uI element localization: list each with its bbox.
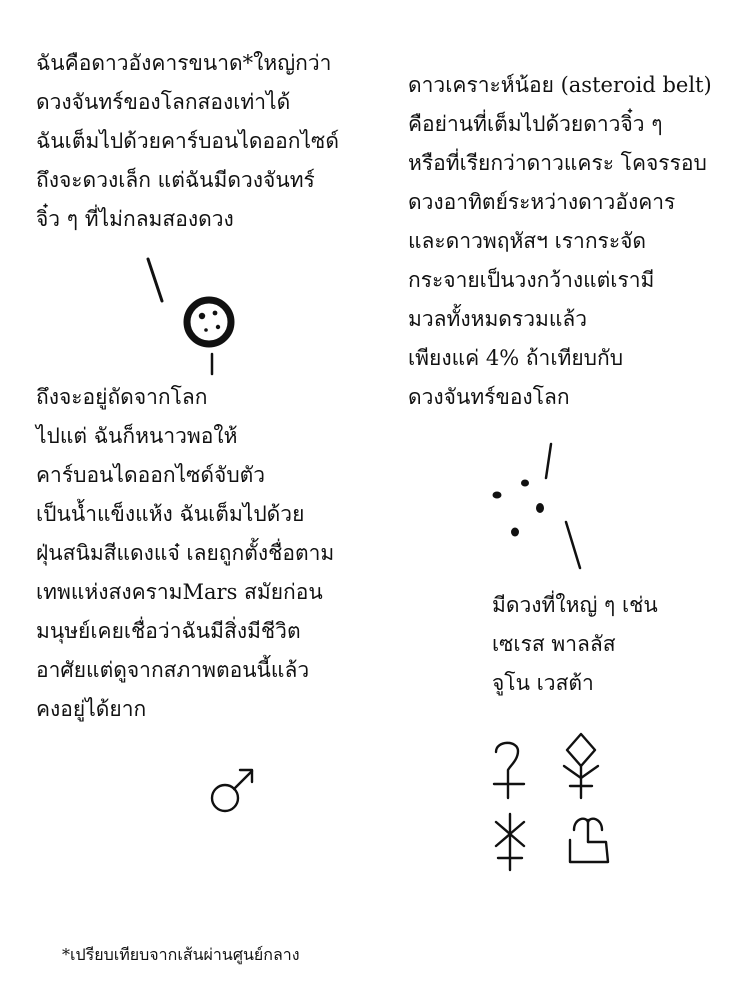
belt-line: มวลทั้งหมดรวมแล้ว — [408, 307, 588, 331]
mars-detail-line: เป็นน้ำแข็งแห้ง ฉันเต็มไปด้วย — [36, 502, 305, 526]
vesta-symbol-icon — [556, 730, 606, 802]
mars-intro-text — [36, 44, 366, 239]
mars-intro-line: จิ๋ว ๆ ที่ไม่กลมสองดวง — [36, 207, 234, 231]
belt-line: ดวงอาทิตย์ระหว่างดาวอังคาร — [408, 190, 676, 214]
asteroid-belt-text — [408, 66, 733, 417]
belt-line: ดวงจันทร์ของโลก — [408, 385, 570, 409]
names-line: มีดวงที่ใหญ่ ๆ เช่น — [492, 593, 658, 617]
mars-intro-line: ดวงจันทร์ของโลกสองเท่าได้ — [36, 90, 291, 114]
mars-detail-line: เทพแห่งสงครามMars สมัยก่อน — [36, 580, 323, 604]
mars-detail-line: คงอยู่ได้ยาก — [36, 697, 147, 721]
mars-intro-line: ถึงจะดวงเล็ก แต่ฉันมีดวงจันทร์ — [36, 168, 315, 192]
mars-intro-line: ฉันคือดาวอังคารขนาด*ใหญ่กว่า — [36, 51, 332, 75]
mars-intro-line: ฉันเต็มไปด้วยคาร์บอนไดออกไซด์ — [36, 129, 339, 153]
mars-symbol-icon — [205, 762, 261, 818]
names-line: เซเรส พาลลัส — [492, 632, 616, 656]
asteroid-dots-icon — [480, 440, 590, 575]
mars-detail-line: อาศัยแต่ดูจากสภาพตอนนี้แล้ว — [36, 658, 310, 682]
mars-detail-line: มนุษย์เคยเชื่อว่าฉันมีสิ่งมีชีวิต — [36, 619, 301, 643]
mars-planet-icon — [178, 292, 242, 382]
mars-pointer-line — [140, 255, 170, 305]
footnote: *เปรียบเทียบจากเส้นผ่านศูนย์กลาง — [62, 945, 300, 964]
ceres-symbol-icon — [488, 736, 532, 802]
pallas-symbol-icon — [562, 812, 614, 870]
belt-line: หรือที่เรียกว่าดาวแคระ โคจรรอบ — [408, 151, 707, 175]
mars-detail-line: ฝุ่นสนิมสีแดงแจ๋ เลยถูกตั้งชื่อตาม — [36, 541, 335, 565]
names-line: จูโน เวสต้า — [492, 671, 594, 695]
juno-symbol-icon — [486, 808, 534, 874]
belt-line: เพียงแค่ 4% ถ้าเทียบกับ — [408, 346, 624, 370]
belt-line: ดาวเคราะห์น้อย (asteroid belt) — [408, 73, 712, 97]
belt-line: คือย่านที่เต็มไปด้วยดาวจิ๋ว ๆ — [408, 112, 663, 136]
mars-detail-line: คาร์บอนไดออกไซด์จับตัว — [36, 463, 266, 487]
mars-detail-line: ถึงจะอยู่ถัดจากโลก — [36, 385, 208, 409]
belt-line: กระจายเป็นวงกว้างแต่เรามี — [408, 268, 655, 292]
belt-line: และดาวพฤหัสฯ เรากระจัด — [408, 229, 647, 253]
mars-detail-line: ไปแต่ ฉันก็หนาวพอให้ — [36, 424, 238, 448]
mars-detail-text — [36, 378, 366, 729]
asteroid-names-text — [492, 586, 722, 703]
